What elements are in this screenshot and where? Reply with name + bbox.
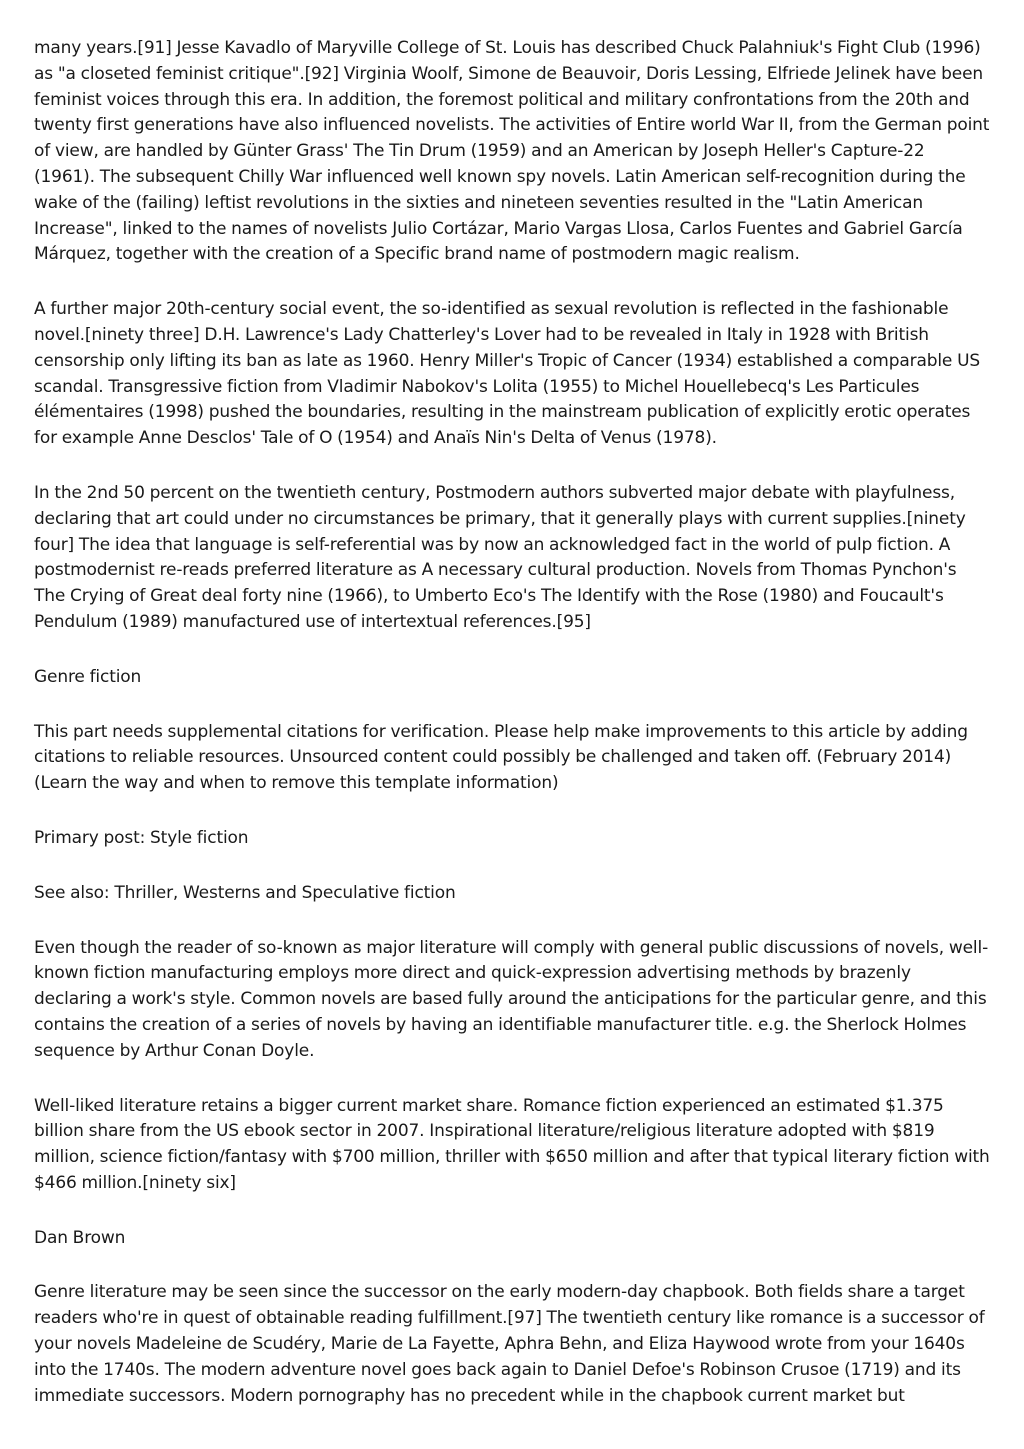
paragraph-modern-novel-influences: many years.[91] Jesse Kavadlo of Maryville College of St. Louis has described Chuck Palahniuk's Fight Club (1996) as "a closeted feminist critique".[92] Virginia Woolf, Simone de Beauvoir, Doris Lessing, Elfriede Jelinek have been feminist voices through this era. In addition, the foremost political and military confrontations from the 20th and twenty first generations have also influenced novelists. The activities of Entire world War II, from the German point of view, are handled by Günter Grass' The Tin Drum (1959) and an American by Joseph Heller's Capture-22 (1961). The subsequent Chilly War influenced well known spy novels. Latin American self-recognition during the wake of the (failing) leftist revolutions in the sixties and nineteen seventies resulted in the "Latin American Increase", linked to the names of novelists Julio Cortázar, Mario Vargas Llosa, Carlos Fuentes and Gabriel García Márquez, together with the creation of a Specific brand name of postmodern magic realism.: [34, 38, 990, 265]
paragraph-genre-marketing: Even though the reader of so-known as major literature will comply with general public discussions of novels, well-known fiction manufacturing employs more direct and quick-expression advertising methods by brazenly declaring a work's style. Common novels are based fully around the anticipations for the particular genre, and this contains the creation of a series of novels by having an identifiable manufacturer title. e.g. the Sherlock Holmes sequence by Arthur Conan Doyle.: [34, 937, 989, 1061]
paragraph-sexual-revolution: A further major 20th-century social event, the so-identified as sexual revolution is reflected in the fashionable novel.[ninety three] D.H. Lawrence's Lady Chatterley's Lover had to be revealed in Italy in 1928 with British censorship only lifting its ban as late as 1960. Henry Miller's Tropic of Cancer (1934) established a comparable US scandal. Transgressive fiction from Vladimir Nabokov's Lolita (1955) to Michel Houellebecq's Les Particules élémentaires (1998) pushed the boundaries, resulting in the mainstream publication of explicitly erotic operates for example Anne Desclos' Tale of O (1954) and Anaïs Nin's Delta of Venus (1978).: [34, 299, 981, 449]
see-also-note: See also: Thriller, Westerns and Speculative fiction: [34, 882, 456, 903]
paragraph-postmodern-authors: In the 2nd 50 percent on the twentieth century, Postmodern authors subverted major debate with playfulness, declaring that art could under no circumstances be primary, that it generally plays with current supplies.[ninety four] The idea that language is self-referential was by now an acknowledged fact in the world of pulp fiction. A postmodernist re-reads preferred literature as A necessary cultural production. Novels from Thomas Pynchon's The Crying of Great deal forty nine (1966), to Umberto Eco's The Identify with the Rose (1980) and Foucault's Pendulum (1989) manufactured use of intertextual references.[95]: [34, 482, 966, 632]
citation-notice: This part needs supplemental citations for verification. Please help make improvements to this article by adding citations to reliable resources. Unsourced content could possibly be challenged and taken off. (February 2014) (Learn the way and when to remove this template information): [34, 721, 968, 794]
section-heading-genre-fiction: Genre fiction: [34, 666, 142, 687]
image-caption-dan-brown: Dan Brown: [34, 1227, 126, 1248]
document-body: [34, 36, 990, 1438]
paragraph-market-share: Well-liked literature retains a bigger current market share. Romance fiction experienced an estimated $1.375 billion share from the US ebook sector in 2007. Inspirational literature/religious literature adopted with $819 million, science fiction/fantasy with $700 million, thriller with $650 million and after that typical literary fiction with $466 million.[ninety six]: [34, 1095, 990, 1193]
paragraph-chapbook-successor: Genre literature may be seen since the successor on the early modern-day chapbook. Both fields share a target readers who're in quest of obtainable reading fulfillment.[97] The twentieth century like romance is a successor of your novels Madeleine de Scudéry, Marie de La Fayette, Aphra Behn, and Eliza Haywood wrote from your 1640s into the 1740s. The modern adventure novel goes back again to Daniel Defoe's Robinson Crusoe (1719) and its immediate successors. Modern pornography has no precedent while in the chapbook current market but: [34, 1282, 985, 1406]
main-article-note: Primary post: Style fiction: [34, 827, 249, 848]
